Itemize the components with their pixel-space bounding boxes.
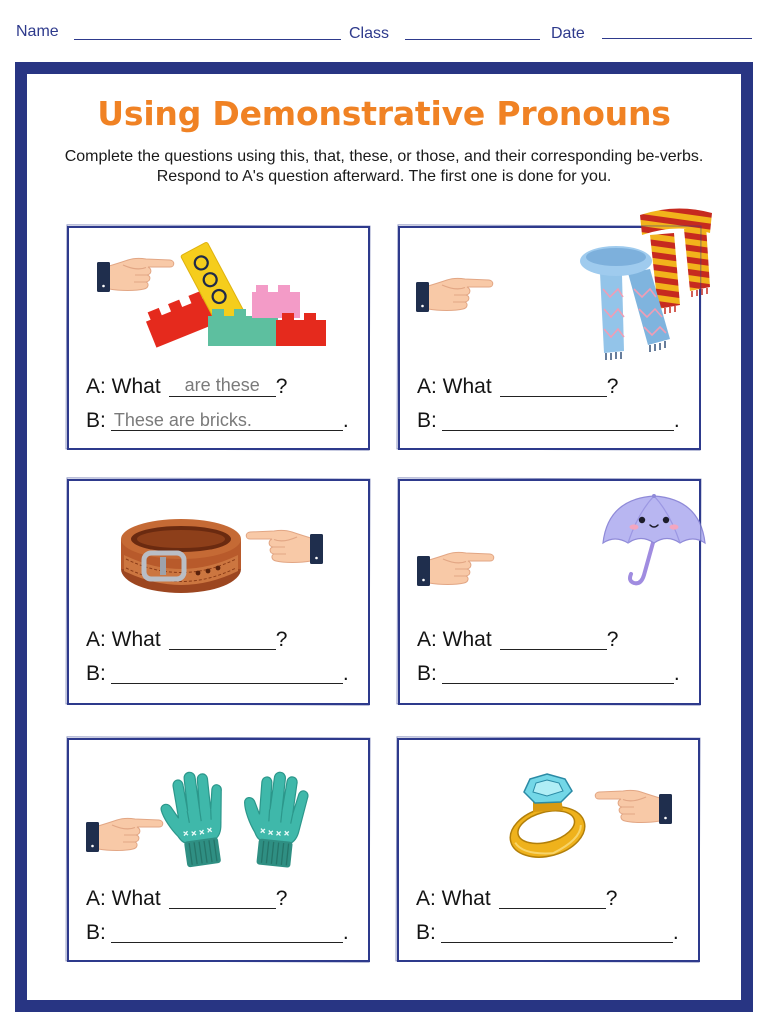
scarves-icon (578, 205, 712, 362)
question-line-a (417, 370, 680, 404)
answer-blank-a[interactable] (500, 374, 607, 397)
question-line-a (86, 370, 349, 404)
qa-block (86, 623, 349, 691)
answer-blank-a[interactable] (169, 886, 276, 909)
question-prefix: A: What (86, 887, 161, 910)
page-title: Using Demonstrative Pronouns (97, 94, 671, 133)
question-mark: ? (606, 628, 619, 651)
exercise-card-6 (397, 738, 700, 962)
question-mark: ? (605, 887, 618, 910)
date-label: Date (551, 25, 585, 42)
period: . (672, 921, 679, 944)
ring-icon (503, 772, 590, 860)
answer-line-b (416, 916, 679, 950)
qa-block (417, 623, 680, 691)
answer-prefix: B: (86, 409, 106, 432)
question-line-a (86, 623, 349, 657)
toy-bricks-icon (142, 240, 327, 348)
question-mark: ? (606, 375, 619, 398)
question-mark: ? (275, 628, 288, 651)
instructions: Complete the questions using this, that, these, or those, and their corresponding be-verbs. Respond to A's question afterward. The first one is done for you. (64, 148, 704, 185)
period: . (342, 921, 349, 944)
answer-line-b (86, 404, 349, 438)
date-field-line[interactable] (602, 38, 752, 39)
exercise-card-2 (398, 226, 701, 450)
answer-prefix: B: (86, 921, 106, 944)
answer-line-b (417, 404, 680, 438)
period: . (673, 662, 680, 685)
pointing-hand-icon (415, 272, 495, 316)
question-prefix: A: What (417, 628, 492, 651)
answer-blank-a[interactable] (499, 886, 606, 909)
class-label: Class (349, 25, 390, 42)
name-label: Name (16, 23, 59, 40)
pointing-hand-icon (416, 546, 496, 590)
answer-prefix: B: (417, 662, 437, 685)
question-prefix: A: What (417, 375, 492, 398)
qa-block (416, 882, 679, 950)
exercise-card-3 (67, 479, 370, 705)
answer-prefix: B: (417, 409, 437, 432)
question-prefix: A: What (86, 628, 161, 651)
qa-block (86, 882, 349, 950)
answer-blank-b[interactable] (111, 662, 343, 684)
answer-blank-b[interactable]: These are bricks. (111, 409, 343, 431)
answer-blank-a[interactable] (500, 627, 607, 650)
umbrella-icon (600, 493, 708, 588)
period: . (673, 409, 680, 432)
answer-blank-b[interactable] (442, 409, 674, 431)
question-mark: ? (275, 375, 288, 398)
answer-line-b (86, 916, 349, 950)
class-field-line[interactable] (405, 39, 540, 40)
exercise-card-5 (67, 738, 370, 962)
answer-blank-a[interactable]: are these (169, 374, 276, 397)
answer-blank-a[interactable] (169, 627, 276, 650)
belt-icon (120, 517, 242, 594)
pointing-hand-icon (244, 524, 324, 568)
question-line-a (86, 882, 349, 916)
exercise-card-4 (398, 479, 701, 705)
answer-line-b (86, 657, 349, 691)
qa-block (86, 370, 349, 438)
qa-block (417, 370, 680, 438)
question-line-a (417, 623, 680, 657)
pointing-hand-icon (593, 784, 673, 828)
period: . (342, 662, 349, 685)
answer-line-b (417, 657, 680, 691)
pointing-hand-icon (85, 812, 165, 856)
name-field-line[interactable] (74, 39, 341, 40)
answer-blank-b[interactable] (441, 921, 673, 943)
question-prefix: A: What (416, 887, 491, 910)
question-prefix: A: What (86, 375, 161, 398)
answer-blank-b[interactable] (111, 921, 343, 943)
period: . (342, 409, 349, 432)
answer-prefix: B: (86, 662, 106, 685)
question-line-a (416, 882, 679, 916)
question-mark: ? (275, 887, 288, 910)
exercise-card-1 (67, 226, 370, 450)
gloves-icon (160, 770, 312, 870)
answer-prefix: B: (416, 921, 436, 944)
answer-blank-b[interactable] (442, 662, 674, 684)
